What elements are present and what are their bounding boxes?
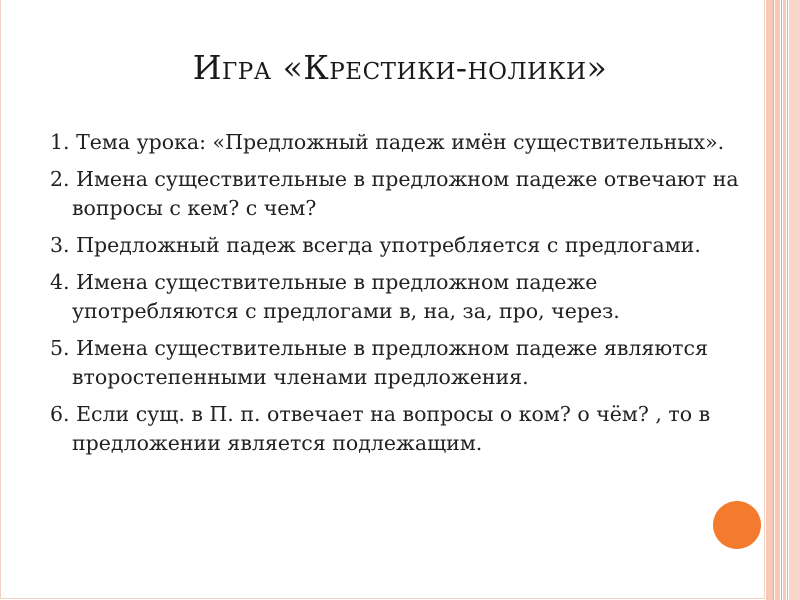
list-item: 4. Имена существительные в предложном падеже употребляются с предлогами в, на, за, про, через. bbox=[50, 270, 620, 323]
decorative-stripe bbox=[789, 0, 800, 600]
decorative-stripe-line bbox=[773, 0, 774, 600]
decorative-stripe bbox=[766, 0, 773, 600]
list-item: 5. Имена существительные в предложном падеже являются второстепенными членами предложения. bbox=[50, 336, 708, 389]
decorative-circle bbox=[713, 501, 761, 549]
list-item: 2. Имена существительные в предложном падеже отвечают на вопросы с кем? с чем? bbox=[50, 167, 739, 220]
decorative-stripe bbox=[783, 0, 786, 600]
decorative-stripe-line bbox=[787, 0, 788, 600]
slide-content bbox=[50, 128, 750, 466]
decorative-stripe-line bbox=[781, 0, 782, 600]
slide-title: Игра «Крестики-нолики» bbox=[192, 48, 608, 87]
decorative-stripe bbox=[775, 0, 780, 600]
list-item: 3. Предложный падеж всегда употребляется с предлогами. bbox=[50, 233, 701, 257]
list-item: 1. Тема урока: «Предложный падеж имён существительных». bbox=[50, 130, 725, 154]
list-item: 6. Если сущ. в П. п. отвечает на вопросы о ком? о чём? , то в предложении является подлежащим. bbox=[50, 402, 711, 455]
